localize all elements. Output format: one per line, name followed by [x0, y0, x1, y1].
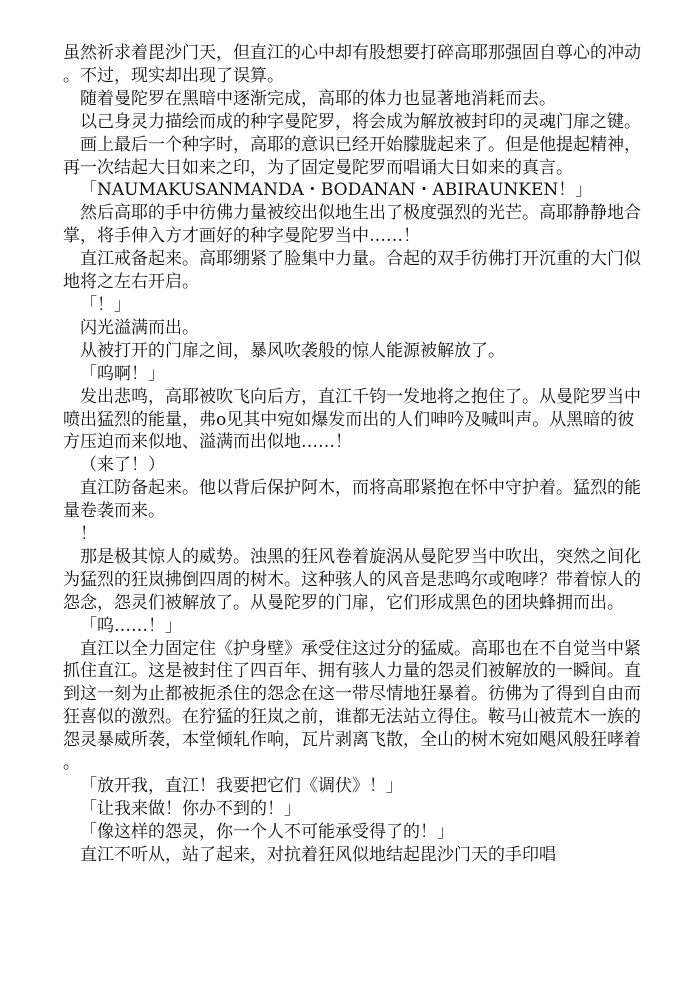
paragraph: 「呜……！」 — [80, 615, 182, 636]
paragraph: 从被打开的门扉之间，暴风吹袭般的惊人能源被解放了。 — [80, 340, 505, 361]
paragraph: 画上最后一个种字时，高耶的意识已经开始朦胧起来了。但是他提起精神，再一次结起大日如来之印，为了固定曼陀罗而唱诵大日如来的真言。 — [63, 134, 641, 178]
paragraph: ！ — [80, 524, 97, 545]
paragraph: 然后高耶的手中彷佛力量被绞出似地生出了极度强烈的光芒。高耶静静地合掌，将手伸入方才画好的种字曼陀罗当中……！ — [63, 203, 641, 247]
paragraph: 以己身灵力描绘而成的种字曼陀罗，将会成为解放被封印的灵魂门扉之键。 — [80, 111, 641, 132]
paragraph: 直江戒备起来。高耶绷紧了脸集中力量。合起的双手彷佛打开沉重的大门似地将之左右开启。 — [63, 249, 641, 293]
paragraph: 随着曼陀罗在黑暗中逐渐完成，高耶的体力也显著地消耗而去。 — [80, 88, 556, 109]
paragraph: 「！」 — [80, 294, 131, 315]
paragraph: 那是极其惊人的威势。浊黑的狂风卷着旋涡从曼陀罗当中吹出，突然之间化为猛烈的狂岚拂倒四周的树木。这种骇人的风音是悲鸣尔或咆哮？带着惊人的怨念，怨灵们被解放了。从曼陀罗的门扉，它们形成黑色的团块蜂拥而出。 — [63, 546, 641, 613]
paragraph: 直江防备起来。他以背后保护阿木，而将高耶紧抱在怀中守护着。猛烈的能量卷袭而来。 — [63, 478, 641, 522]
paragraph: 闪光溢满而出。 — [80, 317, 199, 338]
paragraph: 直江不听从，站了起来，对抗着狂风似地结起毘沙门天的手印唱 — [80, 844, 556, 865]
page-text-body — [63, 42, 641, 867]
paragraph: （来了！） — [80, 455, 165, 476]
paragraph: 「NAUMAKUSANMANDA・BODANAN・ABIRAUNKEN！」 — [80, 180, 593, 201]
paragraph: 发出悲鸣，高耶被吹飞向后方，直江千钧一发地将之抱住了。从曼陀罗当中喷出猛烈的能量，弗o见其中宛如爆发而出的人们呻吟及喊叫声。从黑暗的彼方压迫而来似地、溢满而出似地……！ — [63, 386, 641, 453]
paragraph: 「像这样的怨灵，你一个人不可能承受得了的！」 — [80, 821, 454, 842]
paragraph: 虽然祈求着毘沙门天，但直江的心中却有股想要打碎高耶那强固自尊心的冲动。不过，现实却出现了误算。 — [63, 43, 641, 86]
paragraph: 「放开我，直江！我要把它们《调伏》！」 — [80, 776, 403, 796]
paragraph: 直江以全力固定住《护身壁》承受住这过分的猛威。高耶也在不自觉当中紧抓住直江。这是被封住了四百年、拥有骇人力量的怨灵们被解放的一瞬间。直到这一刻为止都被扼杀住的怨念在这一带尽情地狂暴着。彷佛为了得到自由而狂喜似的激烈。在狞猛的狂岚之前，谁都无法站立得住。鞍马山被荒木一族的怨灵暴威所袭，本堂倾轧作响，瓦片剥离飞散，全山的树木宛如飓风般狂哮着。 — [63, 638, 641, 774]
paragraph: 「让我来做！你办不到的！」 — [80, 798, 301, 819]
paragraph: 「呜啊！」 — [80, 363, 165, 384]
